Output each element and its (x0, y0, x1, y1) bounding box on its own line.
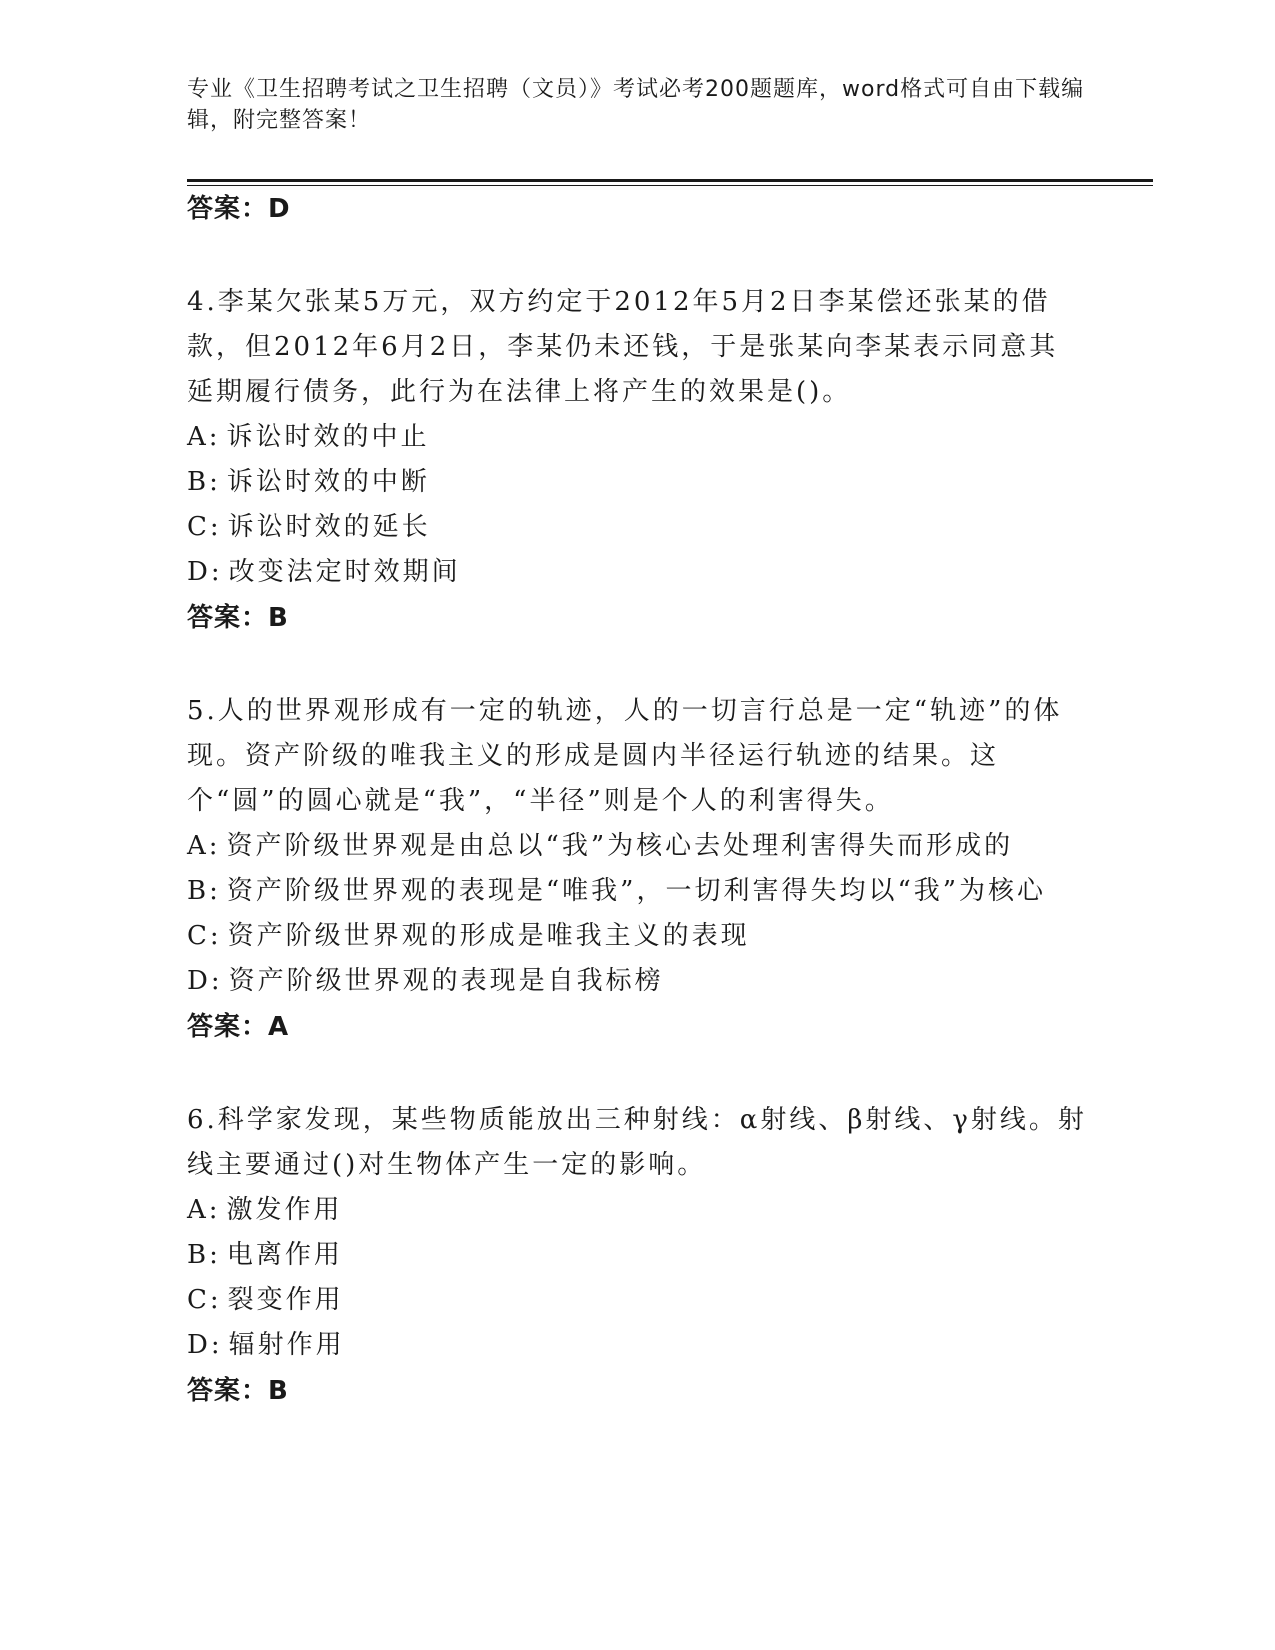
option-text: 诉讼时效的中断 (226, 467, 430, 497)
option-text: 电离作用 (226, 1240, 343, 1270)
option-c (187, 914, 1087, 959)
option-b (187, 1233, 1087, 1278)
option-text: 资产阶级世界观是由总以“我”为核心去处理利害得失而形成的 (226, 831, 1014, 861)
option-key: C: (187, 921, 222, 951)
option-a (187, 1188, 1087, 1233)
option-text: 裂变作用 (227, 1285, 344, 1315)
option-d (187, 959, 1087, 1004)
option-text: 资产阶级世界观的表现是自我标榜 (228, 966, 664, 996)
document-body (187, 186, 1087, 1414)
question-stem: 6.科学家发现，某些物质能放出三种射线：α射线、β射线、γ射线。射线主要通过()对生物体产生一定的影响。 (187, 1105, 1087, 1180)
option-c (187, 1278, 1087, 1323)
option-key: D: (187, 1330, 223, 1360)
option-key: A: (187, 422, 221, 452)
option-key: B: (187, 467, 221, 497)
answer-line: 答案：B (187, 603, 289, 633)
option-b (187, 869, 1087, 914)
option-key: C: (187, 512, 222, 542)
answer-line: 答案：A (187, 1012, 290, 1042)
option-text: 资产阶级世界观的形成是唯我主义的表现 (227, 921, 750, 951)
option-d (187, 550, 1087, 595)
question-4 (187, 280, 1087, 641)
option-text: 辐射作用 (228, 1330, 345, 1360)
option-text: 资产阶级世界观的表现是“唯我”，一切利害得失均以“我”为核心 (226, 876, 1047, 906)
question-5 (187, 689, 1087, 1050)
question-6 (187, 1098, 1087, 1414)
option-text: 诉讼时效的中止 (226, 422, 430, 452)
question-stem: 5.人的世界观形成有一定的轨迹，人的一切言行总是一定“轨迹”的体现。资产阶级的唯我主义的形成是圆内半径运行轨迹的结果。这个“圆”的圆心就是“我”，“半径”则是个人的利害得失。 (187, 696, 1063, 816)
option-a (187, 824, 1087, 869)
option-key: A: (187, 831, 221, 861)
option-key: D: (187, 966, 223, 996)
document-header: 专业《卫生招聘考试之卫生招聘（文员）》考试必考200题题库，word格式可自由下载编辑，附完整答案！ (187, 77, 1085, 133)
option-c (187, 505, 1087, 550)
option-text: 诉讼时效的延长 (227, 512, 431, 542)
answer-line: 答案：B (187, 1376, 289, 1406)
option-key: B: (187, 876, 221, 906)
option-b (187, 460, 1087, 505)
option-key: C: (187, 1285, 222, 1315)
option-key: D: (187, 557, 223, 587)
option-d (187, 1323, 1087, 1368)
option-a (187, 415, 1087, 460)
answer-line: 答案：D (187, 194, 291, 224)
question-stem: 4.李某欠张某5万元，双方约定于2012年5月2日李某偿还张某的借款，但2012年6月2日，李某仍未还钱，于是张某向李某表示同意其延期履行债务，此行为在法律上将产生的效果是()。 (187, 287, 1059, 407)
option-key: B: (187, 1240, 221, 1270)
option-text: 激发作用 (226, 1195, 343, 1225)
option-key: A: (187, 1195, 221, 1225)
header-rule-thick (187, 179, 1153, 182)
option-text: 改变法定时效期间 (228, 557, 461, 587)
